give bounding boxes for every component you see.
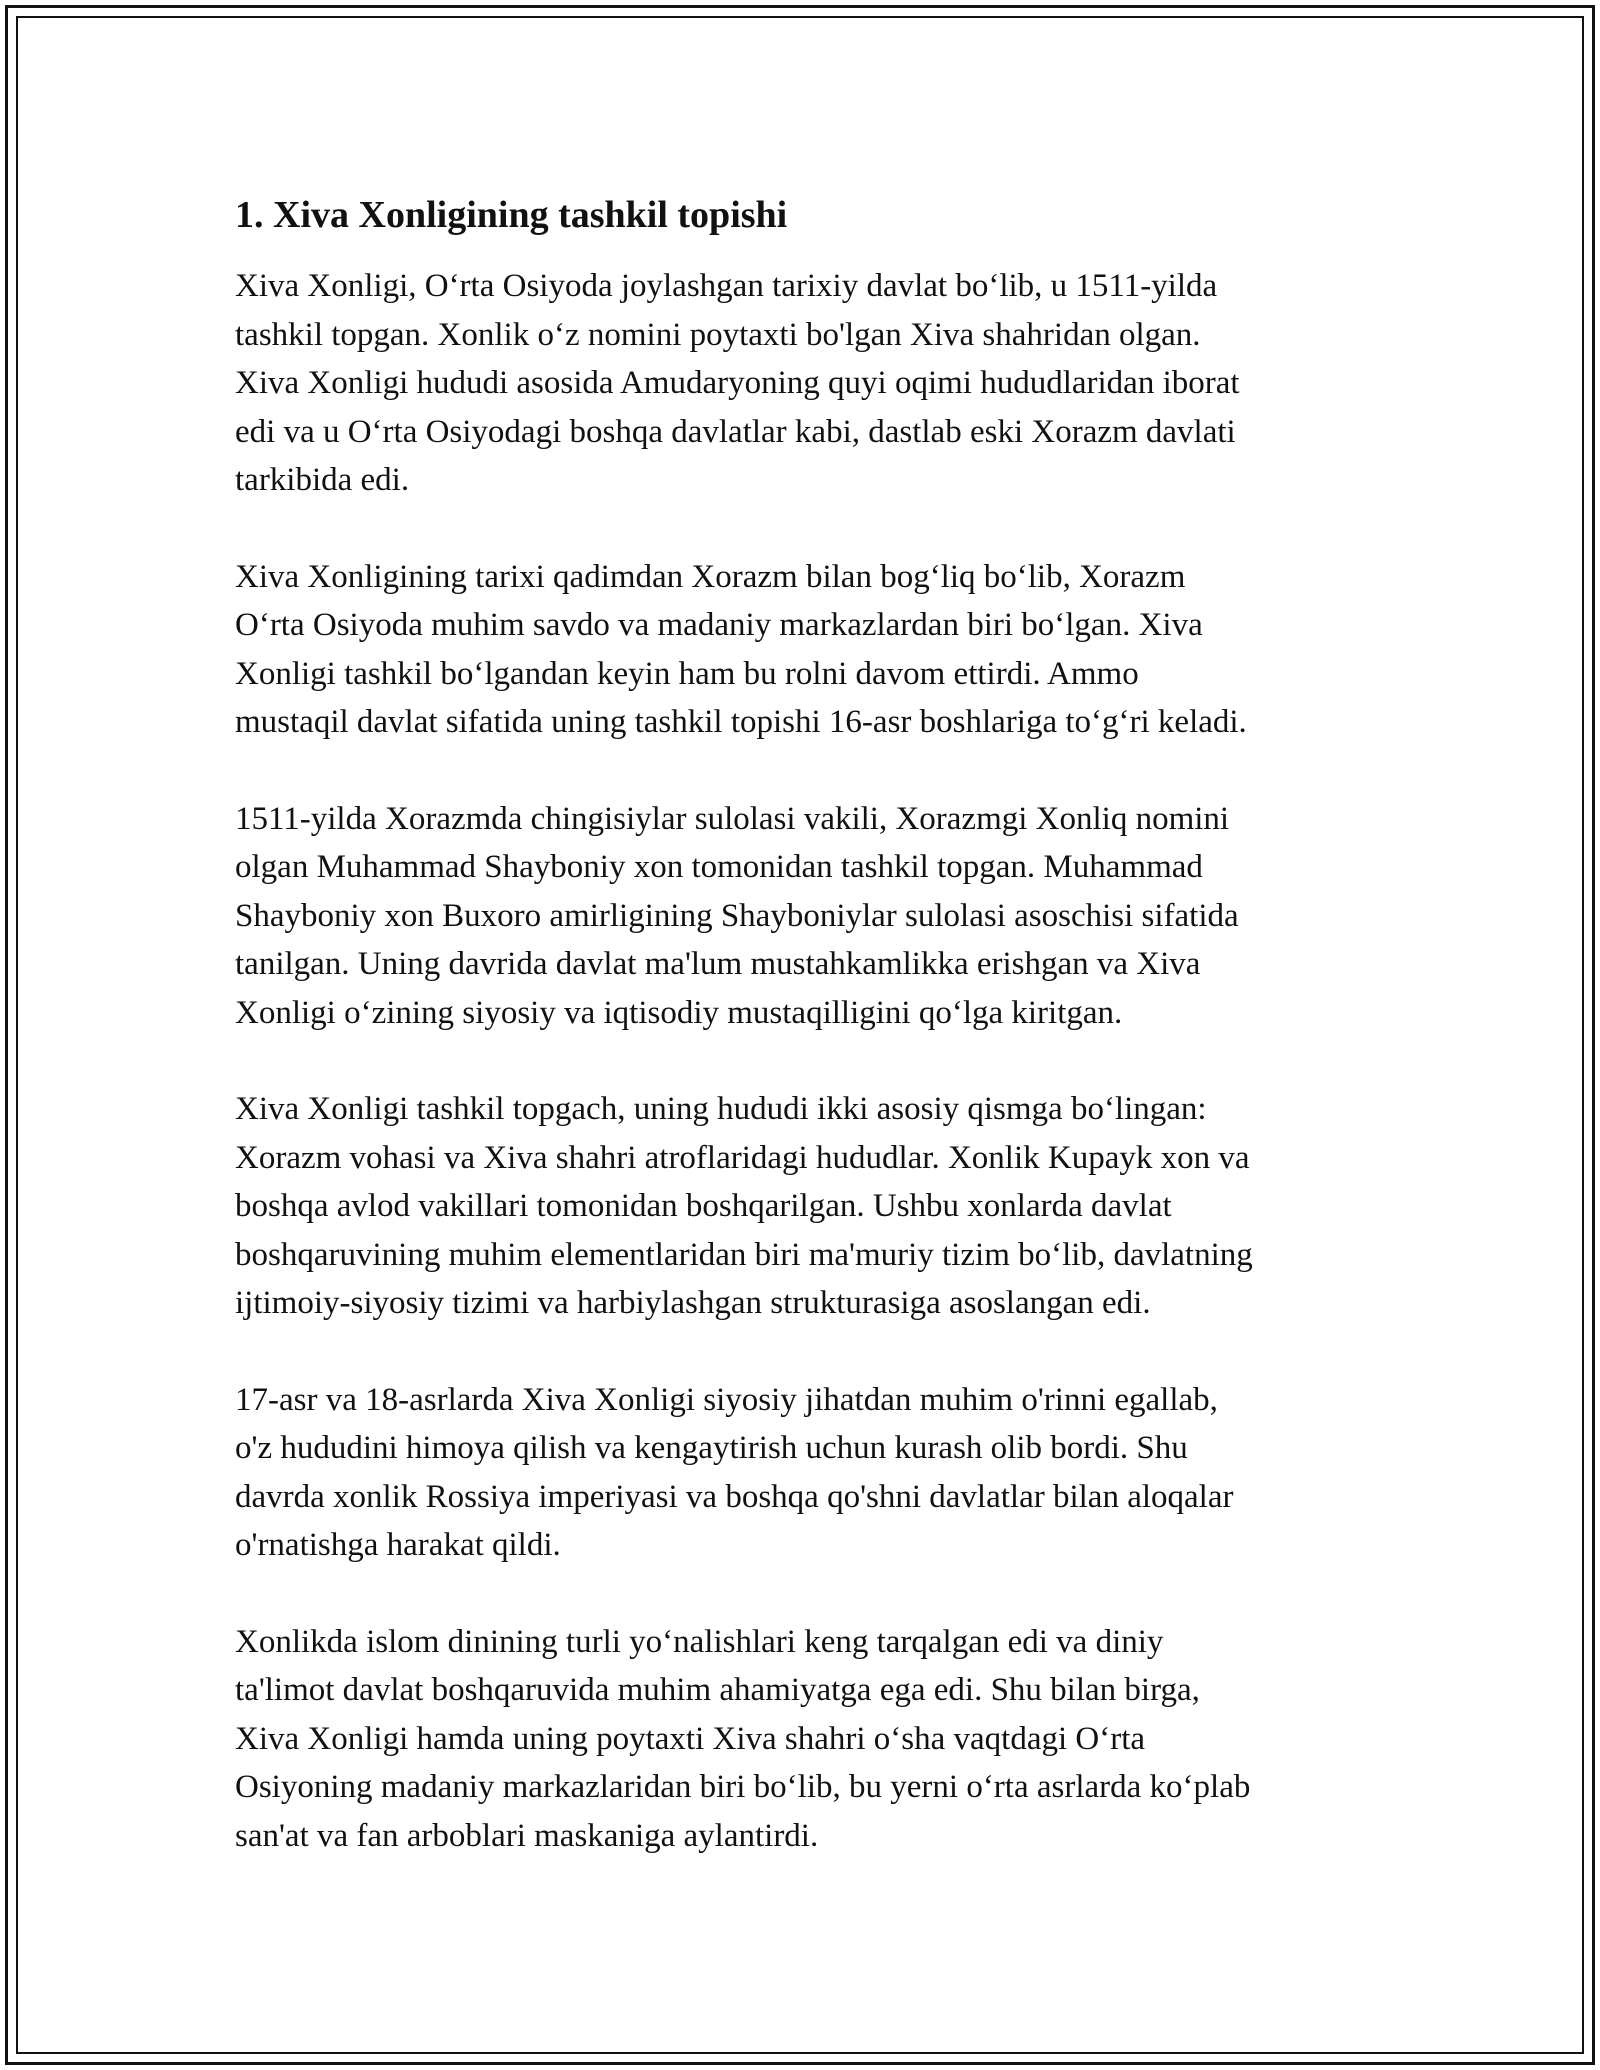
text-line: Xiva Xonligi, O‘rta Osiyoda joylashgan tarixiy davlat bo‘lib, u 1511-yilda: [235, 268, 1218, 304]
text-line: Xonlikda islom dinining turli yo‘nalishlari keng tarqalgan edi va diniy: [235, 1623, 1164, 1660]
text-line: Xonligi o‘zining siyosiy va iqtisodiy mustaqilligini qo‘lga kiritgan.: [235, 994, 1123, 1031]
paragraph-1: [235, 262, 1395, 505]
paragraph-2: [235, 553, 1395, 747]
text-line: boshqaruvining muhim elementlaridan biri ma'muriy tizim bo‘lib, davlatning: [235, 1236, 1253, 1273]
text-line: davrda xonlik Rossiya imperiyasi va boshqa qo'shni davlatlar bilan aloqalar: [235, 1478, 1234, 1515]
text-line: Xorazm vohasi va Xiva shahri atroflaridagi hududlar. Xonlik Kupayk xon va: [235, 1139, 1250, 1176]
paragraph-6: [235, 1618, 1395, 1861]
text-line: 1511-yilda Xorazmda chingisiylar sulolasi vakili, Xorazmgi Xonliq nomini: [235, 800, 1230, 837]
text-line: Xiva Xonligi hududi asosida Amudaryoning quyi oqimi hududlaridan iborat: [235, 365, 1240, 401]
text-line: mustaqil davlat sifatida uning tashkil topishi 16-asr boshlariga to‘g‘ri keladi.: [235, 704, 1247, 740]
text-line: tarkibida edi.: [235, 462, 410, 498]
text-line: Xiva Xonligi hamda uning poytaxti Xiva shahri o‘sha vaqtdagi O‘rta: [235, 1720, 1146, 1757]
text-line: tashkil topgan. Xonlik o‘z nomini poytaxti bo'lgan Xiva shahridan olgan.: [235, 316, 1201, 353]
text-line: 17-asr va 18-asrlarda Xiva Xonligi siyosiy jihatdan muhim o'rinni egallab,: [235, 1381, 1218, 1418]
text-line: o'z hududini himoya qilish va kengaytirish uchun kurash olib bordi. Shu: [235, 1430, 1188, 1466]
text-line: Shayboniy xon Buxoro amirligining Shayboniylar sulolasi asoschisi sifatida: [235, 897, 1239, 934]
page-title: 1. Xiva Xonligining tashkil topishi: [235, 194, 788, 236]
text-line: boshqa avlod vakillari tomonidan boshqarilgan. Ushbu xonlarda davlat: [235, 1188, 1172, 1224]
paragraph-4: [235, 1085, 1395, 1328]
document-body: [235, 188, 1395, 1908]
text-line: ijtimoiy-siyosiy tizimi va harbiylashgan strukturasiga asoslangan edi.: [235, 1285, 1151, 1321]
text-line: tanilgan. Uning davrida davlat ma'lum mustahkamlikka erishgan va Xiva: [235, 946, 1201, 982]
text-line: O‘rta Osiyoda muhim savdo va madaniy markazlardan biri bo‘lgan. Xiva: [235, 607, 1203, 643]
text-line: Xiva Xonligi tashkil topgach, uning hududi ikki asosiy qismga bo‘lingan:: [235, 1091, 1207, 1127]
paragraph-3: [235, 795, 1395, 1038]
text-line: Xiva Xonligining tarixi qadimdan Xorazm bilan bog‘liq bo‘lib, Xorazm: [235, 558, 1186, 595]
text-line: Xonligi tashkil bo‘lgandan keyin ham bu rolni davom ettirdi. Ammo: [235, 655, 1139, 692]
text-line: o'rnatishga harakat qildi.: [235, 1527, 561, 1563]
paragraph-5: [235, 1376, 1395, 1570]
text-line: olgan Muhammad Shayboniy xon tomonidan tashkil topgan. Muhammad: [235, 849, 1203, 885]
text-line: Osiyoning madaniy markazlaridan biri bo‘lib, bu yerni o‘rta asrlarda ko‘plab: [235, 1769, 1251, 1805]
text-line: san'at va fan arboblari maskaniga aylantirdi.: [235, 1817, 819, 1854]
text-line: edi va u O‘rta Osiyodagi boshqa davlatlar kabi, dastlab eski Xorazm davlati: [235, 413, 1236, 450]
text-line: ta'limot davlat boshqaruvida muhim ahamiyatga ega edi. Shu bilan birga,: [235, 1672, 1200, 1708]
